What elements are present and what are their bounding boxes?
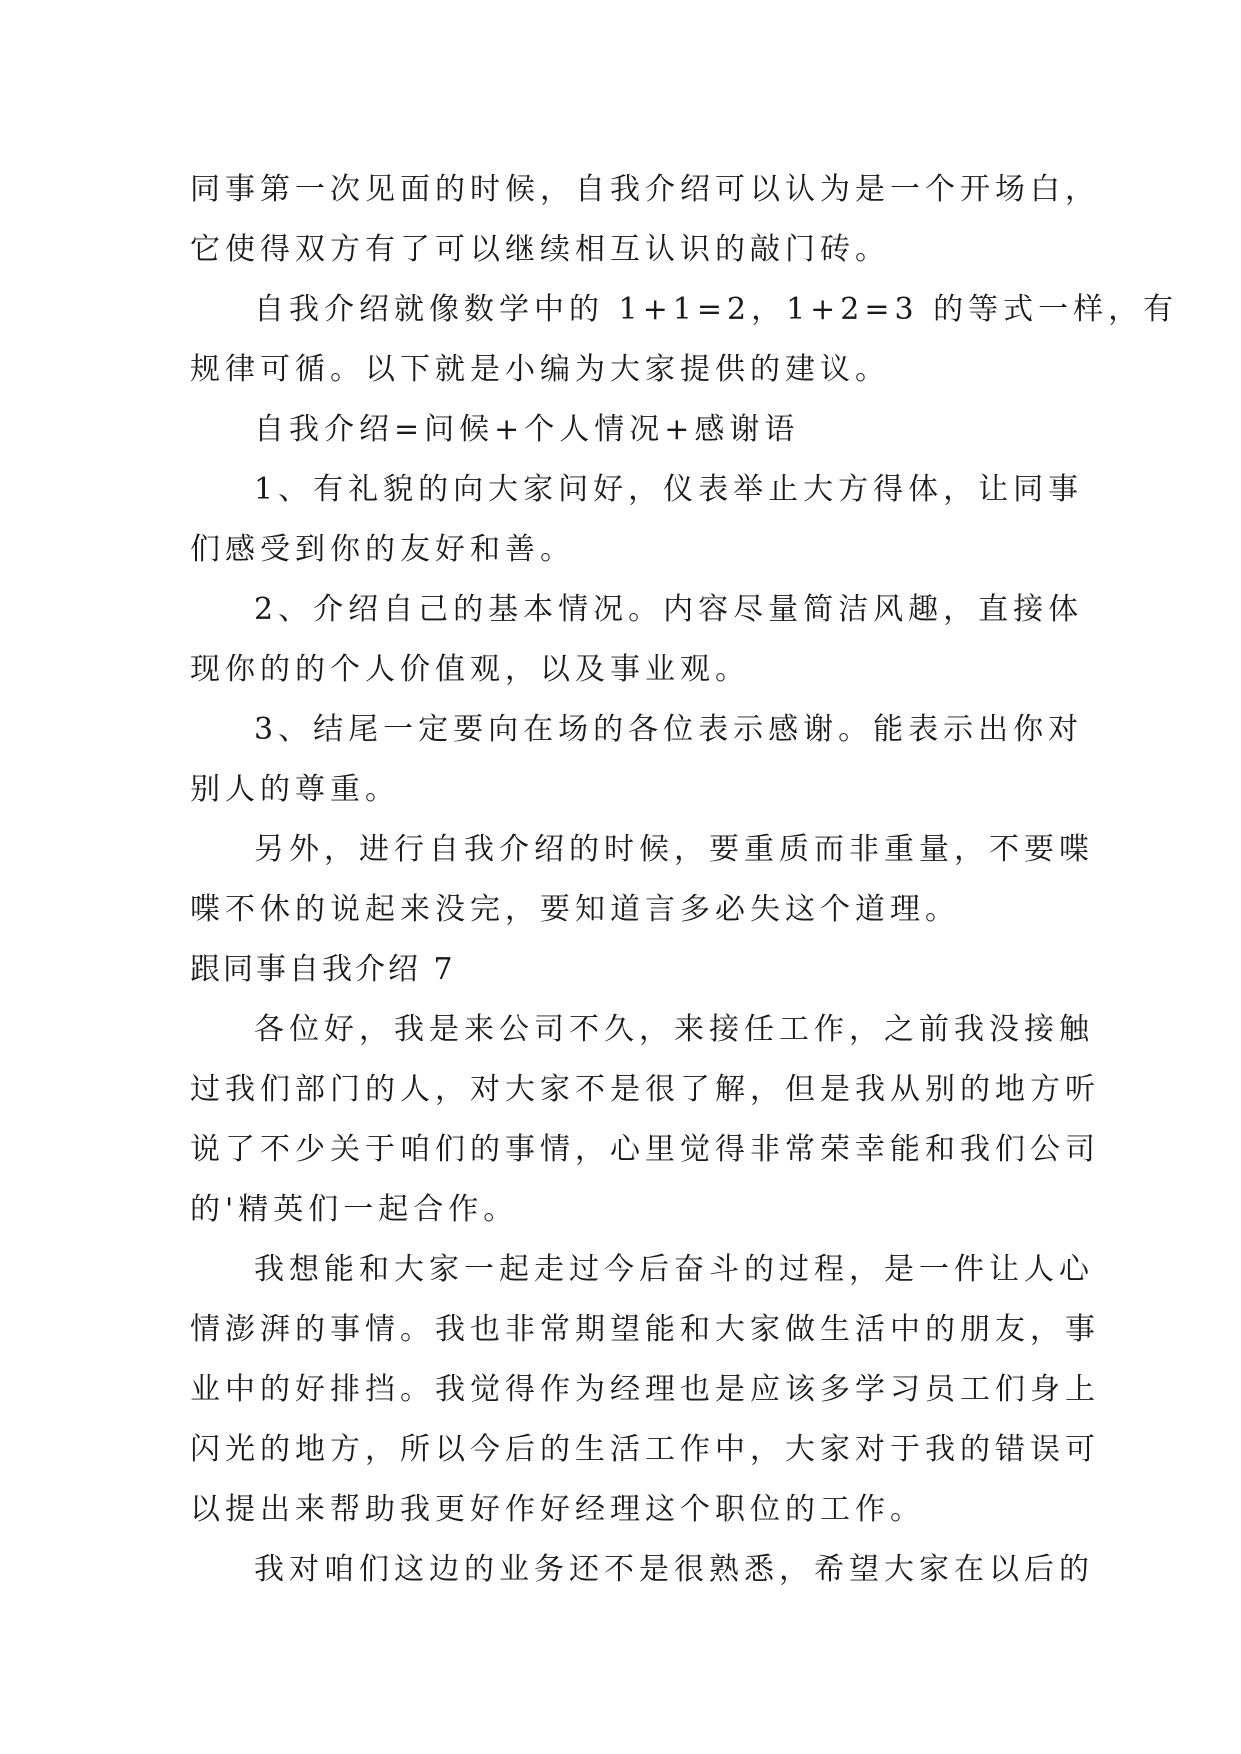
paragraph-line: 它使得双方有了可以继续相互认识的敲门砖。 bbox=[190, 232, 890, 267]
paragraph-line: 自我介绍就像数学中的 1+1=2，1+2=3 的等式一样，有 bbox=[254, 292, 1179, 327]
paragraph-line: 的'精英们一起合作。 bbox=[190, 1192, 519, 1227]
list-item-3: 3、结尾一定要向在场的各位表示感谢。能表示出你对 bbox=[254, 712, 1084, 747]
paragraph-line: 说了不少关于咱们的事情，心里觉得非常荣幸能和我们公司 bbox=[190, 1132, 1100, 1167]
paragraph-line: 闪光的地方，所以今后的生活工作中，大家对于我的错误可 bbox=[190, 1432, 1100, 1467]
formula-line: 自我介绍=问候+个人情况+感谢语 bbox=[254, 412, 800, 447]
list-item-1: 1、有礼貌的向大家问好，仪表举止大方得体，让同事 bbox=[254, 472, 1084, 507]
paragraph-line: 过我们部门的人，对大家不是很了解，但是我从别的地方听 bbox=[190, 1072, 1100, 1107]
paragraph-line: 规律可循。以下就是小编为大家提供的建议。 bbox=[190, 352, 890, 387]
paragraph-line: 情澎湃的事情。我也非常期望能和大家做生活中的朋友，事 bbox=[190, 1312, 1100, 1347]
paragraph-line: 另外，进行自我介绍的时候，要重质而非重量，不要喋 bbox=[254, 832, 1094, 867]
paragraph-line: 业中的好排挡。我觉得作为经理也是应该多学习员工们身上 bbox=[190, 1372, 1100, 1407]
list-item-3-cont: 别人的尊重。 bbox=[190, 772, 400, 807]
document-body bbox=[190, 160, 1179, 1600]
paragraph-line: 喋不休的说起来没完，要知道言多必失这个道理。 bbox=[190, 892, 960, 927]
paragraph-line: 各位好，我是来公司不久，来接任工作，之前我没接触 bbox=[254, 1012, 1094, 1047]
paragraph-line: 我想能和大家一起走过今后奋斗的过程，是一件让人心 bbox=[254, 1252, 1094, 1287]
list-item-2: 2、介绍自己的基本情况。内容尽量简洁风趣，直接体 bbox=[254, 592, 1084, 627]
paragraph-line: 我对咱们这边的业务还不是很熟悉，希望大家在以后的 bbox=[254, 1552, 1094, 1587]
paragraph-line: 同事第一次见面的时候，自我介绍可以认为是一个开场白， bbox=[190, 172, 1100, 207]
list-item-1-cont: 们感受到你的友好和善。 bbox=[190, 532, 575, 567]
list-item-2-cont: 现你的的个人价值观，以及事业观。 bbox=[190, 652, 750, 687]
section-heading: 跟同事自我介绍 7 bbox=[190, 952, 456, 987]
paragraph-line: 以提出来帮助我更好作好经理这个职位的工作。 bbox=[190, 1492, 925, 1527]
